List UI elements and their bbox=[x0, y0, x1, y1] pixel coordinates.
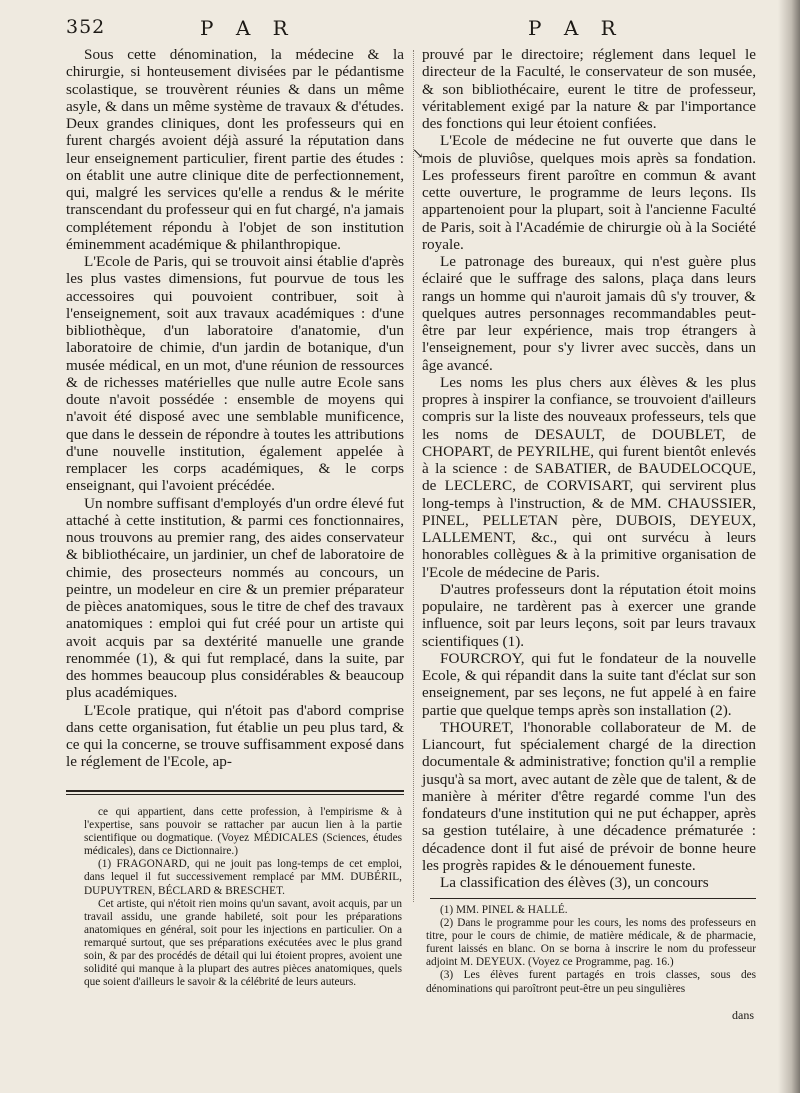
page-header bbox=[0, 14, 800, 46]
page-edge-shadow bbox=[778, 0, 800, 1093]
running-head-left: P A R bbox=[200, 16, 296, 40]
running-head-right: P A R bbox=[528, 16, 624, 40]
right-column bbox=[422, 46, 756, 891]
paragraph: D'autres professeurs dont la réputation étoit moins populaire, ne tardèrent pas à exercer une grande influence, soit par leurs leçons, soit par leurs travaux scientifiques (1). bbox=[422, 580, 756, 650]
footnote: Cet artiste, qui n'étoit rien moins qu'un savant, avoit acquis, par un travail assidu, une grande habileté, soit pour les préparations anatomiques en général, soit pour les injections en particulier. On a remarqué surtout, que ses préparations exécutées avec le plus grand soin, & par des procédés de détail qui lui étoient propres, avoient une solidité qui manque à la plupart des autres pièces anatomiques, quels que soient d'ailleurs le savoir & la célébrité de leurs auteurs. bbox=[84, 897, 402, 989]
paragraph: L'Ecole de Paris, qui se trouvoit ainsi établie d'après les plus vastes dimensions, fut pourvue de tous les accessoires qui pouvoient contribuer, soit à l'enseignement, soit aux travaux académiques : d'une bibliothèque, d'un laboratoire d'anatomie, d'un laboratoire de chimie, d'un jardin de botanique, d'un musée médical, en un mot, d'une réunion de ressources & de richesses matérielles que nulle autre Ecole sans doute n'avoit possédée : ensemble de moyens qui n'avoit été disposé avec une semblable munificence, que dans le dessein de répondre à toutes les attributions d'une nouvelle institution, également appelée à remplacer les corps académiques, & le corps enseignant, qui l'avoient précédée. bbox=[66, 253, 404, 495]
footnote: (1) FRAGONARD, qui ne jouit pas long-temps de cet emploi, dans lequel il fut successivement remplacé par MM. DUBÉRIL, DUPUYTREN, BÉCLARD & BRESCHET. bbox=[84, 858, 402, 897]
paragraph: FOURCROY, qui fut le fondateur de la nouvelle Ecole, & qui répandit dans la suite tant d'éclat sur son enseignement, par ses leçons, ne fut appelé à en faire partie que quelque temps après son installation (2). bbox=[422, 649, 756, 719]
footnote-rule bbox=[66, 794, 404, 795]
paragraph: Le patronage des bureaux, qui n'est guère plus éclairé que le suffrage des salons, plaça dans leurs rangs un homme qui n'auroit jamais dû s'y trouver, & quelques autres personnages recommandables peut-être par leur expérience, mais trop étrangers à l'enseignement, pour s'y livrer avec succès, dans un âge avancé. bbox=[422, 253, 756, 374]
catchword: dans bbox=[732, 1008, 754, 1022]
paragraph: L'Ecole de médecine ne fut ouverte que dans le mois de pluviôse, quelques mois après sa fondation. Les professeurs firent paroître en commun & avant cette ouverture, le programme de leurs leçons. Ils appartenoient pour la plupart, soit à l'ancienne Faculté de Paris, soit à l'Académie de chirurgie où à la Société royale. bbox=[422, 132, 756, 253]
footnote-rule bbox=[430, 898, 756, 899]
left-footnotes bbox=[84, 806, 402, 1026]
footnote: ce qui appartient, dans cette profession, à l'empirisme & à l'expertise, sans pouvoir se rattacher par aucun lien à la partie scientifique ou dogmatique. (Voyez MÉDICALES (Sciences, études médicales), dans ce Dictionnaire.) bbox=[84, 806, 402, 858]
left-column bbox=[66, 46, 404, 776]
right-footnotes bbox=[426, 904, 756, 1024]
paragraph: THOURET, l'honorable collaborateur de M. de Liancourt, fut spécialement chargé de la direction documentale & administrative; fonction qu'il a remplie jusqu'à sa mort, avec autant de zèle que de talent, & de manière à mériter d'être regardé comme l'un des fondateurs d'une institution qui ne put échapper, après sa gestion tutélaire, à une décadence prématurée : décadence dont il fut aisé de prévoir de bonne heure les progrès rapides & le dénouement funeste. bbox=[422, 718, 756, 874]
margin-mark: ↘ bbox=[412, 146, 424, 162]
paragraph: Sous cette dénomination, la médecine & la chirurgie, si honteusement divisées par le pédantisme scolastique, se trouvèrent réunies & dans un même asyle, & dans un même système de travaux & d'études. Deux grandes cliniques, dont les professeurs qui en furent chargés avoient déjà assuré la réputation dans leur enseignement particulier, firent partie des études : on établit une autre clinique dite de perfectionnement, qui, malgré les services qu'elle a rendus & le mérite transcendant du professeur qui en fut chargé, n'a jamais complétement répondu à l'objet de son institution éminemment académique & philanthropique. bbox=[66, 46, 404, 253]
column-divider bbox=[413, 50, 414, 902]
footnote: (1) MM. PINEL & HALLÉ. bbox=[440, 904, 568, 916]
footnote-rule bbox=[66, 790, 404, 792]
page-number: 352 bbox=[66, 16, 106, 38]
footnote: (3) Les élèves furent partagés en trois classes, sous des dénominations qui paroîtront peut-être un peu singulières bbox=[426, 969, 756, 995]
paragraph: prouvé par le directoire; réglement dans lequel le directeur de la Faculté, le conservateur de son musée, & son bibliothécaire, eurent le titre de professeur, véritablement exigé par la nature & par l'importance des fonctions qui leur étoient confiées. bbox=[422, 46, 756, 132]
paragraph: La classification des élèves (3), un concours bbox=[440, 874, 709, 891]
paragraph: Les noms les plus chers aux élèves & les plus propres à inspirer la confiance, se trouvoient d'ailleurs compris sur la liste des nouveaux professeurs, tels que les noms de DESAULT, de DOUBLET, de CHOPART, de PEYRILHE, qui furent bientôt enlevés à la science : de SABATIER, de BAUDELOCQUE, de LECLERC, de CORVISART, qui servirent plus long-temps à l'instruction, & de MM. CHAUSSIER, PINEL, PELLETAN père, DUBOIS, DEYEUX, LALLEMENT, &c., qui ont survécu à leurs honorables collègues & à la primitive organisation de l'Ecole de médecine de Paris. bbox=[422, 373, 756, 581]
paragraph: Un nombre suffisant d'employés d'un ordre élevé fut attaché à cette institution, & parmi ces fonctionnaires, nous trouvons au premier rang, des aides conservateur & bibliothécaire, un jardinier, un chef de laboratoire de chimie, des prosecteurs nommés au concours, un peintre, un modeleur en cire & un premier préparateur de pièces anatomiques, sous le titre de chef des travaux anatomiques : emploi qui fut créé pour un artiste qui avoit acquis par sa dextérité manuelle une grande renommée (1), & qui fut remplacé, dans la suite, par des hommes beaucoup plus considérables & beaucoup plus académiques. bbox=[66, 494, 404, 702]
footnote: (2) Dans le programme pour les cours, les noms des professeurs en titre, pour le cours de chimie, de matière médicale, & de pharmacie, furent laissés en blanc. On se borna à inscrire le nom du professeur adjoint M. DEYEUX. (Voyez ce Programme, pag. 16.) bbox=[426, 917, 756, 969]
paragraph: L'Ecole pratique, qui n'étoit pas d'abord comprise dans cette organisation, fut établie un peu plus tard, & ce qui la concerne, se trouve suffisamment exposé dans le réglement de l'Ecole, ap- bbox=[66, 701, 404, 771]
